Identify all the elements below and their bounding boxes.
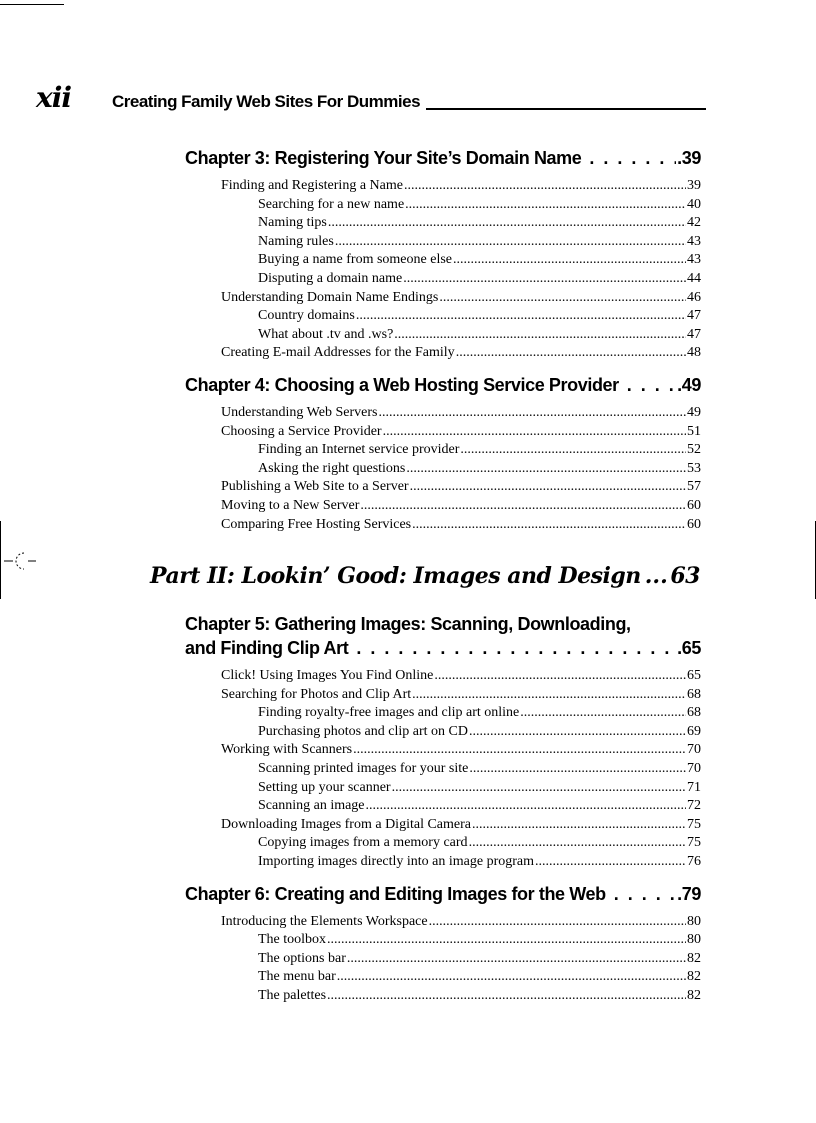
leader-dots [453, 251, 686, 270]
running-header [112, 90, 706, 112]
toc-entry[interactable] [258, 196, 701, 215]
toc-entry-title: Searching for Photos and Clip Art [221, 686, 412, 702]
toc-entry-title: Naming rules [258, 233, 334, 249]
toc-entry-page: 53 [687, 460, 701, 476]
toc-entry[interactable] [258, 968, 701, 987]
toc-entry-page: 71 [687, 779, 701, 795]
leader-dots [520, 704, 686, 723]
toc-entry-page: 47 [687, 308, 701, 324]
chapter-3-entries [185, 177, 701, 363]
toc-entry[interactable] [221, 686, 701, 705]
chapter-5-entries [185, 667, 701, 872]
toc-entry-page: 42 [687, 215, 701, 231]
toc-entry[interactable] [258, 704, 701, 723]
part-title: Part II: Lookin’ Good: Images and Design [150, 563, 641, 589]
toc-entry[interactable] [221, 516, 701, 535]
toc-entry[interactable] [258, 760, 701, 779]
toc-entry-title: Working with Scanners [221, 742, 353, 758]
toc-entry[interactable] [258, 214, 701, 233]
toc-section-2 [185, 612, 701, 1006]
toc-entry[interactable] [258, 251, 701, 270]
toc-section-1 [185, 146, 701, 534]
toc-entry-page: 40 [687, 196, 701, 212]
leader-dots [335, 233, 686, 252]
toc-entry-title: The toolbox [258, 932, 327, 948]
toc-entry-title: Asking the right questions [258, 460, 406, 476]
toc-entry-title: The palettes [258, 987, 327, 1003]
toc-entry-page: 60 [687, 516, 701, 532]
leader-dots [378, 404, 686, 423]
leader-dots [360, 497, 686, 516]
toc-entry[interactable] [258, 326, 701, 345]
toc-entry-page: 68 [687, 686, 701, 702]
chapter-title: Chapter 4: Choosing a Web Hosting Service Provider [185, 374, 619, 395]
toc-entry-title: Buying a name from someone else [258, 252, 453, 268]
toc-entry-page: 57 [687, 479, 701, 495]
page-number: xii [36, 81, 71, 114]
toc-entry-page: 43 [687, 233, 701, 249]
leader-dots [347, 950, 686, 969]
leader-dots [403, 270, 686, 289]
crop-mark-top [0, 4, 64, 5]
toc-entry-title: The options bar [258, 950, 346, 966]
toc-entry-title: Setting up your scanner [258, 779, 391, 795]
toc-entry-page: 82 [687, 950, 701, 966]
part-page: 63 [670, 563, 700, 589]
toc-entry-page: 60 [687, 497, 701, 513]
toc-entry[interactable] [258, 441, 701, 460]
leader-dots [327, 931, 686, 950]
toc-entry-title: Scanning an image [258, 798, 365, 814]
toc-entry[interactable] [221, 497, 701, 516]
toc-entry-title: Finding royalty-free images and clip art online [258, 705, 520, 721]
leader-dots [394, 326, 686, 345]
toc-entry-title: Moving to a New Server [221, 497, 360, 513]
toc-entry-page: 44 [687, 270, 701, 286]
chapter-page: .79 [677, 883, 701, 904]
toc-entry[interactable] [258, 233, 701, 252]
toc-entry-page: 39 [687, 178, 701, 193]
toc-entry-page: 75 [687, 816, 701, 832]
toc-entry[interactable] [221, 344, 701, 363]
toc-entry[interactable] [258, 270, 701, 289]
toc-entry-title: Downloading Images from a Digital Camera [221, 816, 471, 832]
toc-entry-title: Copying images from a memory card [258, 835, 468, 851]
toc-entry-title: Naming tips [258, 215, 327, 231]
toc-entry-title: Publishing a Web Site to a Server [221, 479, 409, 495]
toc-entry[interactable] [221, 816, 701, 835]
book-title: Creating Family Web Sites For Dummies [112, 92, 421, 111]
toc-entry-page: 68 [687, 705, 701, 721]
toc-entry[interactable] [221, 177, 701, 196]
toc-entry-page: 72 [687, 798, 701, 814]
toc-entry[interactable] [258, 723, 701, 742]
toc-entry-title: Understanding Domain Name Endings [221, 289, 439, 305]
toc-entry-page: 70 [687, 760, 701, 776]
toc-entry-title: Click! Using Images You Find Online [221, 668, 434, 683]
leader-dots [469, 834, 686, 853]
toc-entry[interactable] [258, 950, 701, 969]
header-rule [426, 108, 706, 110]
chapter-5-heading-line1[interactable]: Chapter 5: Gathering Images: Scanning, Downloading, [185, 614, 631, 634]
toc-entry-title: Disputing a domain name [258, 270, 403, 286]
toc-entry-title: Introducing the Elements Workspace [221, 913, 428, 929]
toc-entry[interactable] [221, 478, 701, 497]
toc-entry[interactable] [221, 404, 701, 423]
chapter-title: Chapter 3: Registering Your Site’s Domain Name [185, 148, 582, 168]
toc-entry-page: 43 [687, 252, 701, 268]
chapter-title: and Finding Clip Art [185, 638, 349, 658]
toc-entry-page: 47 [687, 326, 701, 342]
toc-entry-page: 48 [687, 345, 701, 361]
toc-entry[interactable] [258, 797, 701, 816]
leader-dots [328, 214, 686, 233]
toc-entry-title: Searching for a new name [258, 196, 405, 212]
leader-dots [356, 307, 686, 326]
leader-dots [392, 779, 686, 798]
toc-entry-page: 65 [687, 668, 701, 683]
chapter-4-heading[interactable] [185, 373, 701, 397]
leader-dots [356, 636, 676, 660]
toc-entry-title: Scanning printed images for your site [258, 760, 469, 776]
chapter-6-heading[interactable] [185, 882, 701, 906]
toc-entry[interactable] [258, 931, 701, 950]
chapter-6-entries [185, 913, 701, 1006]
toc-entry[interactable] [258, 779, 701, 798]
toc-entry[interactable] [258, 853, 701, 872]
toc-entry-page: 82 [687, 969, 701, 985]
chapter-5-heading[interactable] [185, 636, 701, 660]
leader-dots [469, 760, 686, 779]
leader-dots [337, 968, 686, 987]
toc-entry[interactable] [221, 913, 701, 932]
leader-dots [383, 423, 686, 442]
leader-dots [327, 987, 686, 1006]
toc-entry-title: Country domains [258, 308, 355, 324]
leader-dots [405, 196, 686, 215]
toc-entry-title: Finding an Internet service provider [258, 442, 460, 458]
toc-entry-title: Understanding Web Servers [221, 404, 378, 420]
chapter-title: Chapter 6: Creating and Editing Images for the Web [185, 883, 606, 904]
toc-entry-page: 80 [687, 932, 701, 948]
leader-dots [429, 913, 686, 932]
leader-dots [412, 516, 686, 535]
leader-dots [353, 741, 686, 760]
toc-entry-page: 69 [687, 723, 701, 739]
toc-entry[interactable] [221, 741, 701, 760]
toc-entry-page: 80 [687, 913, 701, 929]
leader-dots [589, 146, 676, 170]
chapter-page: .49 [677, 374, 701, 395]
toc-entry-title: The menu bar [258, 969, 336, 985]
toc-entry-title: Comparing Free Hosting Services [221, 516, 412, 532]
leader-dots [404, 177, 686, 196]
toc-entry-title: Creating E-mail Addresses for the Family [221, 345, 455, 361]
toc-entry-page: 75 [687, 835, 701, 851]
part-2-heading[interactable] [150, 561, 700, 591]
leader-dots [627, 373, 676, 397]
toc-entry[interactable] [221, 667, 701, 686]
toc-entry-title: Importing images directly into an image program [258, 853, 535, 869]
toc-entry-title: Finding and Registering a Name [221, 178, 403, 193]
leader-dots [434, 667, 686, 686]
chapter-3-heading[interactable] [185, 146, 701, 170]
leader-dots [645, 561, 670, 591]
leader-dots [406, 460, 686, 479]
leader-dots [614, 882, 676, 906]
edge-mark-left [0, 521, 1, 599]
leader-dots [412, 686, 686, 705]
leader-dots [456, 344, 686, 363]
registration-mark-icon [4, 550, 36, 572]
toc-entry[interactable] [221, 423, 701, 442]
leader-dots [366, 797, 686, 816]
toc-entry-page: 51 [687, 423, 701, 439]
toc-entry-page: 76 [687, 853, 701, 869]
toc-entry[interactable] [221, 289, 701, 308]
toc-entry-page: 82 [687, 987, 701, 1003]
leader-dots [469, 723, 686, 742]
leader-dots [410, 478, 686, 497]
toc-entry[interactable] [258, 987, 701, 1006]
toc-entry-page: 70 [687, 742, 701, 758]
leader-dots [460, 441, 686, 460]
leader-dots [472, 816, 686, 835]
toc-entry[interactable] [258, 307, 701, 326]
leader-dots [535, 853, 686, 872]
toc-entry-page: 46 [687, 289, 701, 305]
toc-entry-title: Choosing a Service Provider [221, 423, 382, 439]
chapter-4-entries [185, 404, 701, 534]
leader-dots [439, 289, 686, 308]
toc-entry-page: 49 [687, 404, 701, 420]
chapter-page: .65 [677, 638, 701, 658]
chapter-page: .39 [677, 148, 701, 168]
toc-entry[interactable] [258, 834, 701, 853]
toc-entry-page: 52 [687, 442, 701, 458]
toc-entry[interactable] [258, 460, 701, 479]
toc-entry-title: Purchasing photos and clip art on CD [258, 723, 468, 739]
toc-entry-title: What about .tv and .ws? [258, 326, 394, 342]
